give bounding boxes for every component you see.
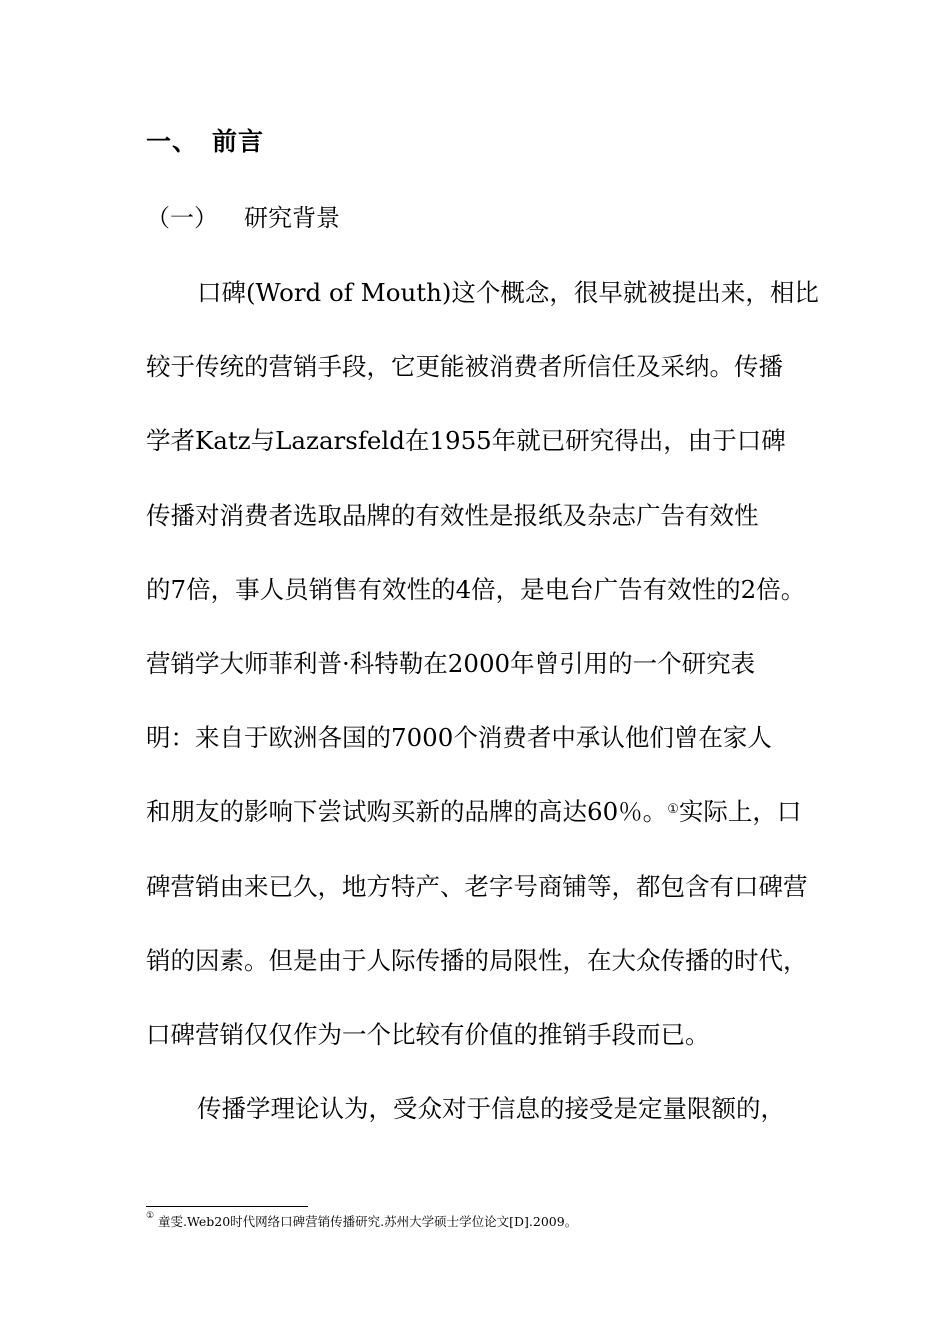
paragraph-line: 学者Katz与Lazarsfeld在1955年就已研究得出，由于口碑 — [146, 426, 786, 456]
paragraph-line: 传播学理论认为，受众对于信息的接受是定量限额的， — [197, 1094, 785, 1124]
subsection-title: 研究背景 — [244, 204, 340, 232]
section-title: 前言 — [212, 127, 265, 156]
line-text: 和朋友的影响下尝试购买新的品牌的高达60％。 — [146, 797, 668, 827]
paragraph-line — [146, 775, 816, 849]
footnote — [146, 1212, 577, 1230]
subsection-number: （一） — [146, 204, 218, 232]
paragraph-line: 口碑(Word of Mouth)这个概念，很早就被提出来，相比 — [197, 278, 819, 307]
footnote-text: 童雯.Web20时代网络口碑营销传播研究.苏州大学硕士学位论文[D].2009。 — [154, 1214, 578, 1229]
footnote-separator — [146, 1206, 308, 1207]
section-number: 一、 — [146, 127, 199, 156]
paragraph-line: 传播对消费者选取品牌的有效性是报纸及杂志广告有效性 — [146, 500, 759, 530]
paragraph-line: 明：来自于欧洲各国的7000个消费者中承认他们曾在家人 — [146, 723, 772, 753]
line-text: 实际上，口 — [678, 797, 802, 827]
body-text — [146, 256, 819, 1146]
paragraph-line: 营销学大师菲利普·科特勒在2000年曾引用的一个研究表 — [146, 648, 756, 678]
section-heading — [146, 122, 264, 158]
footnote-reference[interactable]: ① — [667, 802, 679, 818]
subsection-heading — [146, 198, 340, 233]
footnote-marker: ① — [146, 1211, 155, 1221]
paragraph-line: 的7倍，事人员销售有效性的4倍，是电台广告有效性的2倍。 — [146, 574, 806, 604]
paragraph-line: 口碑营销仅仅作为一个比较有价值的推销手段而已。 — [146, 1019, 710, 1049]
paragraph-line: 销的因素。但是由于人际传播的局限性，在大众传播的时代， — [146, 945, 808, 975]
paragraph-line: 碑营销由来已久，地方特产、老字号商铺等，都包含有口碑营 — [146, 871, 808, 901]
paragraph-line: 较于传统的营销手段，它更能被消费者所信任及采纳。传播 — [146, 352, 783, 382]
